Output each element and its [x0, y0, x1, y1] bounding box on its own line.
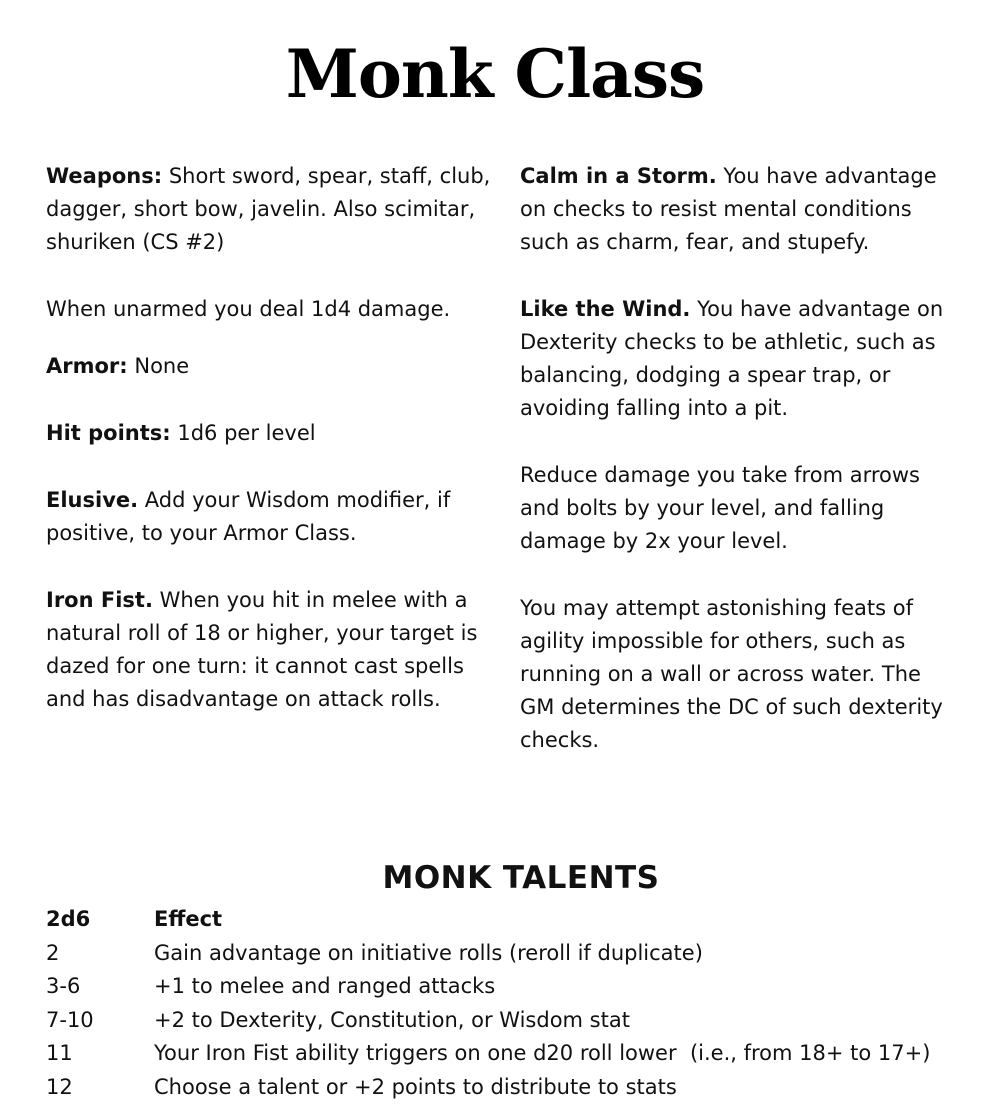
elusive-label: Elusive. [46, 488, 139, 512]
elusive-paragraph [46, 484, 496, 550]
unarmed-text: When unarmed you deal 1d4 damage. [46, 297, 451, 321]
roll-cell: 11 [46, 1041, 73, 1065]
roll-cell: 7-10 [46, 1007, 94, 1032]
armor-text: None [127, 354, 190, 378]
effect-cell: Gain advantage on initiative rolls (reroll if duplicate) [154, 940, 703, 965]
roll-cell: 12 [46, 1074, 73, 1099]
weapons-label: Weapons: [46, 164, 163, 188]
table-row [46, 1004, 976, 1038]
like-the-wind-label: Like the Wind. [520, 297, 691, 321]
effect-cell: Choose a talent or +2 points to distribute to stats [154, 1074, 677, 1099]
hit-points-label: Hit points: [46, 421, 171, 445]
hit-points-paragraph [46, 417, 496, 450]
page-title: Monk Class [285, 35, 705, 113]
astonishing-feats-paragraph [520, 592, 960, 757]
effect-cell: +2 to Dexterity, Constitution, or Wisdom stat [154, 1007, 630, 1032]
left-column [46, 160, 496, 750]
reduce-damage-text: Reduce damage you take from arrows and bolts by your level, and falling damage by 2x your level. [520, 463, 920, 553]
table-row [46, 937, 976, 971]
weapons-paragraph [46, 160, 496, 259]
roll-cell: 3-6 [46, 974, 81, 998]
talents-table [46, 903, 976, 1104]
roll-column-header: 2d6 [46, 907, 91, 931]
like-the-wind-text: You have advantage on Dexterity checks to be athletic, such as balancing, dodging a spear trap, or avoiding falling into a pit. [520, 297, 944, 420]
armor-label: Armor: [46, 354, 128, 378]
calm-text: You have advantage on checks to resist mental conditions such as charm, fear, and stupefy. [520, 164, 937, 254]
table-row [46, 1071, 976, 1105]
iron-fist-label: Iron Fist. [46, 588, 153, 612]
table-row [46, 970, 976, 1004]
unarmed-paragraph [46, 293, 496, 326]
armor-paragraph [46, 350, 496, 383]
effect-cell: Your Iron Fist ability triggers on one d20 roll lower (i.e., from 18+ to 17+) [154, 1041, 931, 1065]
right-column [520, 160, 960, 791]
iron-fist-text: When you hit in melee with a natural roll of 18 or higher, your target is dazed for one turn: it cannot cast spells and has disadvantage on attack rolls. [46, 588, 478, 711]
calm-paragraph [520, 160, 960, 259]
table-row [46, 1037, 976, 1071]
elusive-text: Add your Wisdom modifier, if positive, to your Armor Class. [46, 488, 451, 545]
iron-fist-paragraph [46, 584, 496, 716]
effect-cell: +1 to melee and ranged attacks [154, 974, 496, 998]
talents-header-row [46, 903, 976, 937]
talents-heading: MONK TALENTS [382, 860, 660, 896]
hit-points-text: 1d6 per level [170, 421, 316, 445]
roll-cell: 2 [46, 940, 60, 965]
weapons-text: Short sword, spear, staff, club, dagger, short bow, javelin. Also scimitar, shuriken (CS #2) [46, 164, 491, 254]
reduce-damage-paragraph [520, 459, 960, 558]
astonishing-feats-text: You may attempt astonishing feats of agility impossible for others, such as running on a wall or across water. The GM determines the DC of such dexterity checks. [520, 596, 943, 752]
like-the-wind-paragraph [520, 293, 960, 425]
effect-column-header: Effect [154, 907, 223, 931]
calm-label: Calm in a Storm. [520, 164, 717, 188]
